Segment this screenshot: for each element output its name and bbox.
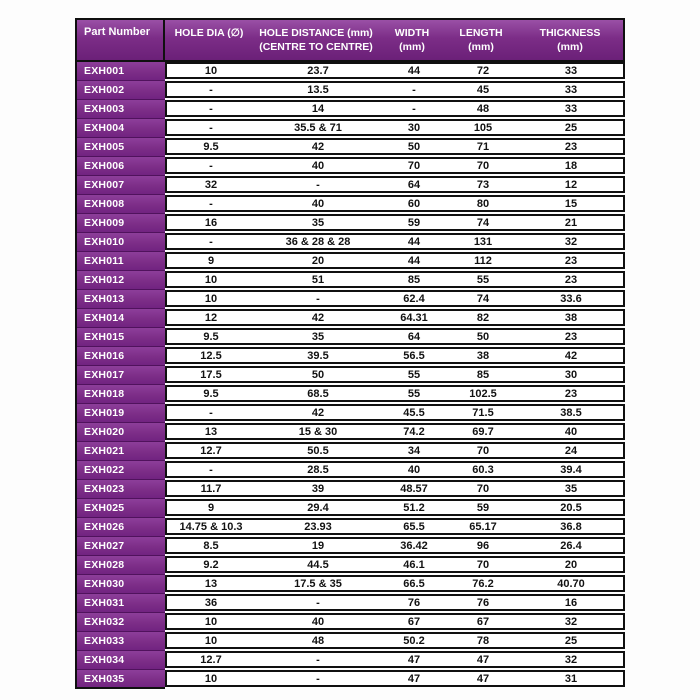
row-values xyxy=(165,366,625,383)
length-cell: 85 xyxy=(476,368,490,381)
row-values xyxy=(165,670,625,687)
hole-dia-cell: 12 xyxy=(204,311,218,324)
hole-dia-cell: 12.7 xyxy=(200,653,222,666)
thickness-cell: 23 xyxy=(564,273,578,286)
header-width xyxy=(379,20,445,60)
length-cell: 47 xyxy=(476,653,490,666)
thickness-cell: 33 xyxy=(564,64,578,77)
table-row xyxy=(75,366,625,385)
row-values xyxy=(165,575,625,592)
hole-distance-cell: - xyxy=(316,596,320,609)
row-values xyxy=(165,309,625,326)
hole-dia-cell: 11.7 xyxy=(200,482,222,495)
header-width-line1: WIDTH xyxy=(394,27,430,39)
hole-distance-cell: 39 xyxy=(311,482,325,495)
thickness-cell: 15 xyxy=(564,197,578,210)
width-cell: 59 xyxy=(407,216,421,229)
table-row xyxy=(75,613,625,632)
length-cell: 105 xyxy=(473,121,493,134)
width-cell: 50 xyxy=(407,140,421,153)
table-row xyxy=(75,670,625,689)
row-values xyxy=(165,404,625,421)
width-cell: 51.2 xyxy=(403,501,425,514)
table-row xyxy=(75,575,625,594)
width-cell: 50.2 xyxy=(403,634,425,647)
thickness-cell: 39.4 xyxy=(560,463,582,476)
hole-distance-cell: 35.5 & 71 xyxy=(294,121,342,134)
parts-spec-table xyxy=(75,18,625,689)
hole-distance-cell: 44.5 xyxy=(307,558,329,571)
hole-distance-cell: 68.5 xyxy=(307,387,329,400)
thickness-cell: 42 xyxy=(564,349,578,362)
thickness-cell: 32 xyxy=(564,653,578,666)
length-cell: 69.7 xyxy=(472,425,494,438)
part-number-cell: EXH019 xyxy=(75,404,165,423)
width-cell: 56.5 xyxy=(403,349,425,362)
hole-dia-cell: 10 xyxy=(204,273,218,286)
table-row xyxy=(75,442,625,461)
header-hole-distance-line1: HOLE DISTANCE (mm) xyxy=(259,27,373,39)
hole-dia-cell: 9.5 xyxy=(203,330,219,343)
hole-distance-cell: 36 & 28 & 28 xyxy=(285,235,351,248)
length-cell: 131 xyxy=(473,235,493,248)
table-row xyxy=(75,195,625,214)
hole-dia-cell: 12.7 xyxy=(200,444,222,457)
hole-distance-cell: - xyxy=(316,292,320,305)
width-cell: 34 xyxy=(407,444,421,457)
thickness-cell: 23 xyxy=(564,140,578,153)
part-number-cell: EXH014 xyxy=(75,309,165,328)
table-row xyxy=(75,328,625,347)
length-cell: 72 xyxy=(476,64,490,77)
part-number-cell: EXH026 xyxy=(75,518,165,537)
row-values xyxy=(165,442,625,459)
length-cell: 47 xyxy=(476,672,490,685)
thickness-cell: 32 xyxy=(564,235,578,248)
header-thickness-line1: THICKNESS xyxy=(539,27,601,39)
length-cell: 76.2 xyxy=(472,577,494,590)
width-cell: 30 xyxy=(407,121,421,134)
length-cell: 70 xyxy=(476,558,490,571)
length-cell: 70 xyxy=(476,444,490,457)
row-values xyxy=(165,214,625,231)
hole-distance-cell: 19 xyxy=(311,539,325,552)
table-row xyxy=(75,537,625,556)
hole-dia-cell: 14.75 & 10.3 xyxy=(179,520,243,533)
width-cell: 60 xyxy=(407,197,421,210)
hole-dia-cell: 9 xyxy=(207,501,215,514)
table-row xyxy=(75,632,625,651)
hole-dia-cell: 9.2 xyxy=(203,558,219,571)
header-length xyxy=(445,20,517,60)
table-rows xyxy=(75,62,625,689)
row-values xyxy=(165,594,625,611)
part-number-cell: EXH006 xyxy=(75,157,165,176)
hole-dia-cell: - xyxy=(209,121,213,134)
length-cell: 80 xyxy=(476,197,490,210)
table-row xyxy=(75,214,625,233)
thickness-cell: 40 xyxy=(564,425,578,438)
table-row xyxy=(75,461,625,480)
header-width-line2: (mm) xyxy=(399,41,425,53)
width-cell: 64.31 xyxy=(400,311,428,324)
part-number-cell: EXH013 xyxy=(75,290,165,309)
thickness-cell: 33.6 xyxy=(560,292,582,305)
length-cell: 112 xyxy=(474,254,492,267)
width-cell: 76 xyxy=(407,596,421,609)
hole-dia-cell: 9.5 xyxy=(203,387,219,400)
part-number-cell: EXH018 xyxy=(75,385,165,404)
width-cell: 47 xyxy=(407,653,421,666)
hole-dia-cell: 9 xyxy=(207,254,215,267)
thickness-cell: 40.70 xyxy=(557,577,585,590)
width-cell: 40 xyxy=(407,463,421,476)
thickness-cell: 35 xyxy=(564,482,578,495)
table-row xyxy=(75,404,625,423)
part-number-cell: EXH020 xyxy=(75,423,165,442)
part-number-cell: EXH004 xyxy=(75,119,165,138)
table-row xyxy=(75,499,625,518)
length-cell: 70 xyxy=(476,482,490,495)
hole-distance-cell: 29.4 xyxy=(307,501,329,514)
hole-distance-cell: 42 xyxy=(311,406,325,419)
length-cell: 74 xyxy=(476,216,490,229)
row-values xyxy=(165,157,625,174)
header-thickness xyxy=(517,20,623,60)
part-number-cell: EXH003 xyxy=(75,100,165,119)
header-thickness-line2: (mm) xyxy=(557,41,583,53)
length-cell: 73 xyxy=(476,178,490,191)
table-row xyxy=(75,62,625,81)
hole-distance-cell: 42 xyxy=(311,140,325,153)
header-length-line2: (mm) xyxy=(468,41,494,53)
thickness-cell: 20.5 xyxy=(560,501,582,514)
row-values xyxy=(165,480,625,497)
row-values xyxy=(165,651,625,668)
width-cell: 64 xyxy=(407,330,421,343)
row-values xyxy=(165,632,625,649)
hole-distance-cell: 50.5 xyxy=(307,444,329,457)
hole-dia-cell: 8.5 xyxy=(203,539,219,552)
hole-distance-cell: 14 xyxy=(311,102,325,115)
hole-dia-cell: - xyxy=(209,197,213,210)
hole-distance-cell: 23.7 xyxy=(307,64,329,77)
length-cell: 96 xyxy=(476,539,490,552)
hole-dia-cell: - xyxy=(209,102,213,115)
hole-distance-cell: 17.5 & 35 xyxy=(294,577,342,590)
width-cell: 45.5 xyxy=(403,406,425,419)
length-cell: 71.5 xyxy=(472,406,494,419)
hole-dia-cell: 13 xyxy=(204,577,218,590)
part-number-cell: EXH023 xyxy=(75,480,165,499)
width-cell: 55 xyxy=(407,368,421,381)
part-number-cell: EXH015 xyxy=(75,328,165,347)
row-values xyxy=(165,518,625,535)
thickness-cell: 33 xyxy=(564,102,578,115)
width-cell: 65.5 xyxy=(403,520,425,533)
hole-distance-cell: 39.5 xyxy=(307,349,329,362)
thickness-cell: 32 xyxy=(564,615,578,628)
thickness-cell: 21 xyxy=(564,216,578,229)
hole-distance-cell: 50 xyxy=(311,368,325,381)
hole-dia-cell: 9.5 xyxy=(203,140,219,153)
hole-dia-cell: - xyxy=(209,235,213,248)
header-part-number: Part Number xyxy=(77,20,165,60)
part-number-cell: EXH030 xyxy=(75,575,165,594)
table-row xyxy=(75,309,625,328)
table-row xyxy=(75,385,625,404)
part-number-cell: EXH016 xyxy=(75,347,165,366)
hole-distance-cell: 40 xyxy=(311,159,325,172)
table-row xyxy=(75,347,625,366)
row-values xyxy=(165,499,625,516)
thickness-cell: 23 xyxy=(564,254,578,267)
part-number-cell: EXH031 xyxy=(75,594,165,613)
hole-dia-cell: 10 xyxy=(204,615,218,628)
length-cell: 102.5 xyxy=(469,387,497,400)
width-cell: 64 xyxy=(407,178,421,191)
table-row xyxy=(75,252,625,271)
length-cell: 48 xyxy=(476,102,490,115)
hole-dia-cell: - xyxy=(209,83,213,96)
length-cell: 67 xyxy=(476,615,490,628)
hole-dia-cell: 13 xyxy=(204,425,218,438)
hole-distance-cell: 20 xyxy=(311,254,325,267)
table-row xyxy=(75,480,625,499)
thickness-cell: 38 xyxy=(564,311,578,324)
thickness-cell: 23 xyxy=(564,387,578,400)
width-cell: 55 xyxy=(407,387,421,400)
part-number-cell: EXH035 xyxy=(75,670,165,689)
thickness-cell: 30 xyxy=(564,368,578,381)
hole-dia-cell: 10 xyxy=(204,292,218,305)
table-row xyxy=(75,556,625,575)
part-number-cell: EXH033 xyxy=(75,632,165,651)
width-cell: 46.1 xyxy=(403,558,425,571)
part-number-cell: EXH028 xyxy=(75,556,165,575)
width-cell: 44 xyxy=(407,254,421,267)
width-cell: 44 xyxy=(407,235,421,248)
part-number-cell: EXH005 xyxy=(75,138,165,157)
part-number-cell: EXH022 xyxy=(75,461,165,480)
width-cell: 67 xyxy=(407,615,421,628)
table-row xyxy=(75,290,625,309)
hole-dia-cell: 12.5 xyxy=(200,349,222,362)
table-row xyxy=(75,81,625,100)
part-number-cell: EXH017 xyxy=(75,366,165,385)
width-cell: 48.57 xyxy=(400,482,428,495)
thickness-cell: 16 xyxy=(564,596,578,609)
hole-dia-cell: 16 xyxy=(204,216,218,229)
row-values xyxy=(165,423,625,440)
part-number-cell: EXH025 xyxy=(75,499,165,518)
header-hole-dia xyxy=(165,20,253,60)
row-values xyxy=(165,138,625,155)
thickness-cell: 12 xyxy=(564,178,578,191)
row-values xyxy=(165,62,625,79)
length-cell: 50 xyxy=(476,330,490,343)
row-values xyxy=(165,385,625,402)
hole-distance-cell: 40 xyxy=(311,615,325,628)
row-values xyxy=(165,195,625,212)
length-cell: 55 xyxy=(476,273,490,286)
thickness-cell: 26.4 xyxy=(560,539,582,552)
table-header-row xyxy=(75,18,625,62)
hole-distance-cell: 35 xyxy=(311,216,325,229)
part-number-cell: EXH012 xyxy=(75,271,165,290)
hole-dia-cell: 17.5 xyxy=(200,368,222,381)
part-number-cell: EXH008 xyxy=(75,195,165,214)
table-row xyxy=(75,233,625,252)
row-values xyxy=(165,613,625,630)
hole-dia-cell: - xyxy=(209,463,213,476)
hole-dia-cell: 10 xyxy=(204,64,218,77)
row-values xyxy=(165,100,625,117)
row-values xyxy=(165,176,625,193)
header-hole-distance xyxy=(253,20,379,60)
part-number-cell: EXH027 xyxy=(75,537,165,556)
hole-distance-cell: - xyxy=(316,672,320,685)
length-cell: 82 xyxy=(476,311,490,324)
table-row xyxy=(75,157,625,176)
thickness-cell: 31 xyxy=(564,672,578,685)
length-cell: 38 xyxy=(476,349,490,362)
thickness-cell: 33 xyxy=(564,83,578,96)
thickness-cell: 36.8 xyxy=(560,520,582,533)
table-row xyxy=(75,119,625,138)
hole-dia-cell: - xyxy=(209,406,213,419)
table-row xyxy=(75,518,625,537)
thickness-cell: 18 xyxy=(564,159,578,172)
row-values xyxy=(165,252,625,269)
length-cell: 65.17 xyxy=(469,520,497,533)
hole-dia-cell: 36 xyxy=(204,596,218,609)
hole-distance-cell: 51 xyxy=(311,273,325,286)
row-values xyxy=(165,271,625,288)
thickness-cell: 25 xyxy=(564,634,578,647)
part-number-cell: EXH009 xyxy=(75,214,165,233)
part-number-cell: EXH034 xyxy=(75,651,165,670)
part-number-cell: EXH032 xyxy=(75,613,165,632)
hole-dia-cell: 10 xyxy=(204,634,218,647)
hole-distance-cell: 23.93 xyxy=(304,520,332,533)
hole-distance-cell: 42 xyxy=(311,311,325,324)
table-row xyxy=(75,423,625,442)
header-hole-dia-line1: HOLE DIA (∅) xyxy=(174,27,244,39)
hole-dia-cell: 10 xyxy=(204,672,218,685)
length-cell: 71 xyxy=(476,140,490,153)
row-values xyxy=(165,290,625,307)
row-values xyxy=(165,119,625,136)
length-cell: 74 xyxy=(476,292,490,305)
part-number-cell: EXH021 xyxy=(75,442,165,461)
length-cell: 59 xyxy=(476,501,490,514)
hole-distance-cell: 40 xyxy=(311,197,325,210)
thickness-cell: 23 xyxy=(564,330,578,343)
part-number-cell: EXH011 xyxy=(75,252,165,271)
hole-distance-cell: 35 xyxy=(311,330,325,343)
row-values xyxy=(165,81,625,98)
hole-distance-cell: 28.5 xyxy=(307,463,329,476)
width-cell: 85 xyxy=(407,273,421,286)
table-row xyxy=(75,100,625,119)
part-number-cell: EXH001 xyxy=(75,62,165,81)
row-values xyxy=(165,537,625,554)
hole-dia-cell: - xyxy=(209,159,213,172)
thickness-cell: 25 xyxy=(564,121,578,134)
row-values xyxy=(165,233,625,250)
table-row xyxy=(75,271,625,290)
hole-distance-cell: 13.5 xyxy=(307,83,329,96)
table-row xyxy=(75,651,625,670)
header-length-line1: LENGTH xyxy=(459,27,503,39)
hole-distance-cell: - xyxy=(316,178,320,191)
table-row xyxy=(75,594,625,613)
width-cell: 66.5 xyxy=(403,577,425,590)
width-cell: 36.42 xyxy=(400,539,428,552)
table-row xyxy=(75,138,625,157)
row-values xyxy=(165,556,625,573)
length-cell: 76 xyxy=(476,596,490,609)
length-cell: 70 xyxy=(476,159,490,172)
row-values xyxy=(165,328,625,345)
width-cell: - xyxy=(412,102,416,115)
part-number-cell: EXH007 xyxy=(75,176,165,195)
header-measure-columns xyxy=(165,20,623,60)
thickness-cell: 24 xyxy=(564,444,578,457)
table-row xyxy=(75,176,625,195)
hole-distance-cell: 48 xyxy=(311,634,325,647)
width-cell: 44 xyxy=(407,64,421,77)
width-cell: 74.2 xyxy=(403,425,425,438)
length-cell: 45 xyxy=(476,83,490,96)
header-hole-distance-line2: (CENTRE TO CENTRE) xyxy=(259,41,373,53)
part-number-cell: EXH002 xyxy=(75,81,165,100)
hole-distance-cell: 15 & 30 xyxy=(298,425,338,438)
thickness-cell: 38.5 xyxy=(560,406,582,419)
width-cell: 70 xyxy=(407,159,421,172)
row-values xyxy=(165,461,625,478)
width-cell: 62.4 xyxy=(403,292,425,305)
width-cell: 47 xyxy=(407,672,421,685)
row-values xyxy=(165,347,625,364)
hole-distance-cell: - xyxy=(316,653,320,666)
length-cell: 78 xyxy=(476,634,490,647)
thickness-cell: 20 xyxy=(564,558,578,571)
part-number-cell: EXH010 xyxy=(75,233,165,252)
hole-dia-cell: 32 xyxy=(204,178,218,191)
width-cell: - xyxy=(412,83,416,96)
length-cell: 60.3 xyxy=(472,463,494,476)
